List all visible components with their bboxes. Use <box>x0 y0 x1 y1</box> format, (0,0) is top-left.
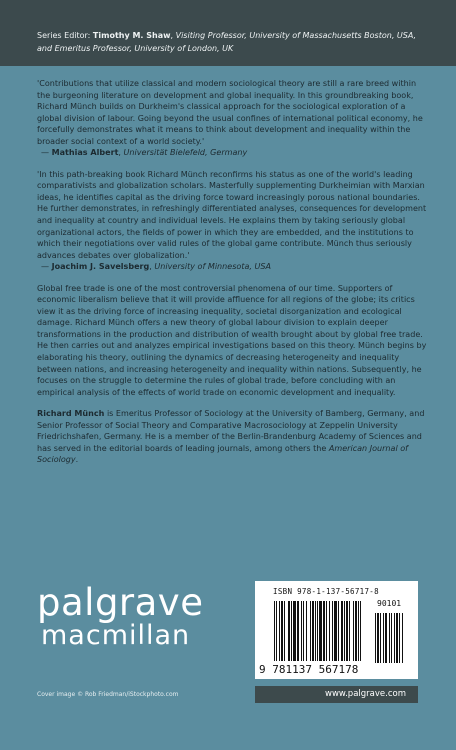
barcode-bar <box>375 613 376 663</box>
quote-2-affiliation: University of Minnesota, USA <box>154 262 272 272</box>
barcode-bar <box>349 601 350 661</box>
author-bio-end: . <box>75 455 79 465</box>
barcode-bar <box>332 601 333 661</box>
barcode-bar <box>396 613 398 663</box>
barcode-bar <box>394 613 395 663</box>
barcode-bar <box>358 601 359 661</box>
barcode-addon-number: 90101 <box>377 599 402 608</box>
author-bio-journal: American Journal of Sociology <box>37 443 408 465</box>
series-editor-role-1: Visiting Professor, University of Massachusetts Boston, USA, <box>175 31 417 40</box>
book-description: Global free trade is one of the most controversial phenomena of our time. Supporters of economic liberalism believe that it will provide affluence for all regions of the globe; its critics view it as the driving force of increasing inequality, societal disorganization and ecological damage. Richard Münch offers a new theory of global labour division to explain deeper transformations in the production and distribution of wealth brought about by global free trade. He then carries out and analyzes empirical investigations based on this theory. Münch begins by elaborating his theory, outlining the dynamics of decreasing heterogeneity and inequality between nations, and increasing heterogeneity and inequality within nations. Subsequently, he focuses on the struggle to determine the rules of global trade, before concluding with an empirical analysis of the effects of world trade on economic development and inequality. <box>37 283 427 397</box>
barcode-bar <box>293 601 296 661</box>
barcode-bar <box>284 601 285 661</box>
barcode-bar <box>391 613 392 663</box>
series-editor-name: Timothy M. Shaw <box>92 31 171 40</box>
barcode-bar <box>338 601 339 661</box>
barcode-bar <box>383 613 384 663</box>
barcode-bar <box>346 601 348 661</box>
barcode-bar <box>399 613 400 663</box>
quote-1-dash: — <box>41 148 52 158</box>
barcode-bar <box>380 613 381 663</box>
barcode-bar <box>344 601 345 661</box>
quote-2-name: Joachim J. Savelsberg <box>51 262 150 272</box>
quote-1-attribution: — Mathias Albert, Universität Bielefeld, Germany <box>41 148 248 158</box>
barcode-digits: 9 781137 567178 <box>259 663 359 676</box>
barcode-bar <box>281 601 283 661</box>
quote-1-text: 'Contributions that utilize classical and modern sociological theory are still a rare breed within the burgeoning literature on development and global inequality. In this groundbreaking book, Richard Münch builds on Durkheim's classical approach for the sociological exploration of a global division of labour. Going beyond the usual confines of international political economy, he forcefully demonstrates what it means to think about development and inequality within the broader social context of a world society.' <box>37 79 423 146</box>
barcode-bar <box>291 601 292 661</box>
barcode-bar <box>315 601 316 661</box>
barcode-bar <box>341 601 343 661</box>
series-editor-role-2: and Emeritus Professor, University of London, UK <box>37 44 234 53</box>
quote-2-attribution: — Joachim J. Savelsberg, University of Minnesota, USA <box>41 262 272 272</box>
logo-macmillan: macmillan <box>41 620 191 651</box>
quote-2-text: 'In this path-breaking book Richard Münch reconfirms his status as one of the world's leading comparativists and globalization scholars. Masterfully supplementing Durkheimian with Marxian ideas, he identifies capital as the driving force toward increasingly porous national boundaries. He further demonstrates, in refreshingly differentiated analyses, consequences for development and inequality at country and individual levels. He explains them by taking seriously global organizational actors, the fields of power in which they are embedded, and the institutions to which their negotiations over valid rules of the global game contribute. Münch thus seriously advances debates over globalization.' <box>37 169 427 260</box>
palgrave-macmillan-logo <box>37 581 204 651</box>
barcode-bar <box>329 601 330 661</box>
barcode-bar <box>317 601 318 661</box>
barcode-bar <box>355 601 357 661</box>
barcode-bar <box>301 601 302 661</box>
barcode-bar <box>297 601 299 661</box>
barcode-bar <box>385 613 387 663</box>
barcode-bar <box>306 601 307 661</box>
barcode-bar <box>310 601 311 661</box>
barcode-bar <box>402 613 403 663</box>
barcode-bar <box>389 613 390 663</box>
barcode-bar <box>279 601 280 661</box>
quote-1-name: Mathias Albert <box>51 148 119 158</box>
barcode-bar <box>288 601 290 661</box>
barcode-bar <box>326 601 327 661</box>
author-bio-text: is Emeritus Professor of Sociology at the University of Bamberg, Germany, and Senior Professor of Social Theory and Comparative Macrosociology at Zeppelin University Friedrichshafen, Germany. He is a member of the Berlin-Brandenburg Academy of Sciences and has served in the editorial boards of leading journals, among others the <box>37 409 425 453</box>
logo-palgrave: palgrave <box>37 581 204 624</box>
barcode-bar <box>377 613 379 663</box>
barcode-bar <box>319 601 322 661</box>
barcode-bar <box>353 601 354 661</box>
series-editor-text <box>37 29 437 55</box>
series-editor-band <box>0 0 456 66</box>
addon-barcode <box>375 613 411 665</box>
barcode-bar <box>334 601 337 661</box>
barcode-bar <box>276 601 277 661</box>
website-link[interactable]: www.palgrave.com <box>255 686 418 703</box>
ean-barcode <box>274 601 370 661</box>
author-bio <box>37 408 429 466</box>
barcode-bar <box>303 601 304 661</box>
quote-2-dash: — <box>41 262 52 272</box>
barcode-bar <box>323 601 325 661</box>
barcode-bar <box>360 601 361 661</box>
back-cover-text <box>37 78 429 466</box>
quote-1-affiliation: Universität Bielefeld, Germany <box>123 148 248 158</box>
author-name: Richard Münch <box>37 409 105 419</box>
series-separator: , <box>170 31 176 40</box>
series-prefix: Series Editor: <box>37 31 93 40</box>
barcode-box <box>255 581 418 679</box>
barcode-bar <box>312 601 314 661</box>
isbn-text: ISBN 978-1-137-56717-8 <box>273 587 379 596</box>
barcode-bar <box>274 601 275 661</box>
cover-credit: Cover image © Rob Friedman/iStockphoto.com <box>37 691 179 698</box>
